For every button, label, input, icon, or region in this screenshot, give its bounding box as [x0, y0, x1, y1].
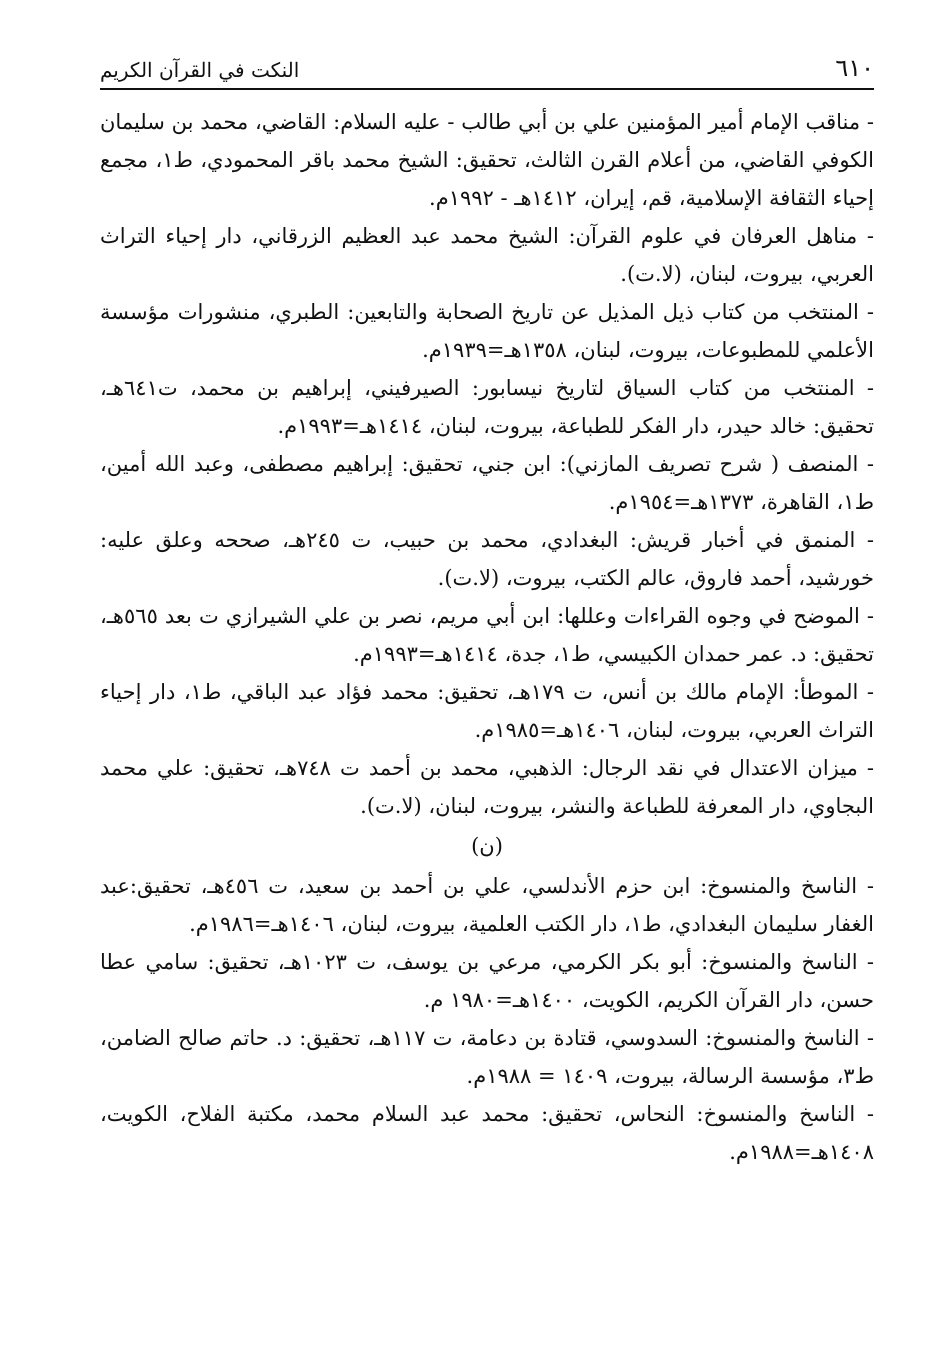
- header-rule: [100, 88, 874, 90]
- bibliography-entry: - ميزان الاعتدال في نقد الرجال: الذهبي، محمد بن أحمد ت ٧٤٨هـ، تحقيق: علي محمد البجاوي، دار المعرفة للطباعة والنشر، بيروت، لبنان، (لا.ت).: [100, 756, 874, 818]
- bibliography-entry: - الموطأ: الإمام مالك بن أنس، ت ١٧٩هـ، تحقيق: محمد فؤاد عبد الباقي، ط١، دار إحياء التراث العربي، بيروت، لبنان، ١٤٠٦هـ=١٩٨٥م.: [100, 680, 874, 742]
- bibliography-entry: - مناقب الإمام أمير المؤمنين علي بن أبي طالب - عليه السلام: القاضي، محمد بن سليمان الكوفي القاضي، من أعلام القرن الثالث، تحقيق: الشيخ محمد باقر المحمودي، ط١، مجمع إحياء الثقافة الإسلامية، قم، إيران، ١٤١٢هـ - ١٩٩٢م.: [100, 110, 875, 210]
- section-heading: (ن): [471, 834, 503, 858]
- page-header: [100, 52, 874, 86]
- page-number: ٦١٠: [835, 54, 874, 82]
- bibliography-entry: - الموضح في وجوه القراءات وعللها: ابن أبي مريم، نصر بن علي الشيرازي ت بعد ٥٦٥هـ، تحقيق: د. عمر حمدان الكبيسي، ط١، جدة، ١٤١٤هـ=١٩٩٣م.: [100, 604, 874, 666]
- bibliography-entry: - المنمق في أخبار قريش: البغدادي، محمد بن حبيب، ت ٢٤٥هـ، صححه وعلق عليه: خورشيد، أحمد فاروق، عالم الكتب، بيروت، (لا.ت).: [100, 528, 874, 590]
- bibliography-entry: - الناسخ والمنسوخ: أبو بكر الكرمي، مرعي بن يوسف، ت ١٠٢٣هـ، تحقيق: سامي عطا حسن، دار القرآن الكريم، الكويت، ١٤٠٠هـ=١٩٨٠ م.: [100, 950, 875, 1012]
- bibliography-entry: - الناسخ والمنسوخ: السدوسي، قتادة بن دعامة، ت ١١٧هـ، تحقيق: د. حاتم صالح الضامن، ط٣، مؤسسة الرسالة، بيروت، ١٤٠٩ = ١٩٨٨م.: [100, 1026, 874, 1088]
- bibliography-entry: - مناهل العرفان في علوم القرآن: الشيخ محمد عبد العظيم الزرقاني، دار إحياء التراث العربي، بيروت، لبنان، (لا.ت).: [100, 224, 874, 286]
- bibliography-list: [100, 103, 874, 1171]
- bibliography-entry: - الناسخ والمنسوخ: النحاس، تحقيق: محمد عبد السلام محمد، مكتبة الفلاح، الكويت، ١٤٠٨هـ=١٩٨٨م.: [100, 1102, 874, 1164]
- bibliography-entry: - الناسخ والمنسوخ: ابن حزم الأندلسي، علي بن أحمد بن سعيد، ت ٤٥٦هـ، تحقيق:عبد الغفار سليمان البغدادي، ط١، دار الكتب العلمية، بيروت، لبنان، ١٤٠٦هـ=١٩٨٦م.: [100, 874, 874, 936]
- bibliography-entry: - المنصف ( شرح تصريف المازني): ابن جني، تحقيق: إبراهيم مصطفى، وعبد الله أمين، ط١، القاهرة، ١٣٧٣هـ=١٩٥٤م.: [100, 452, 874, 514]
- running-title: النكت في القرآن الكريم: [100, 58, 300, 82]
- bibliography-entry: - المنتخب من كتاب السياق لتاريخ نيسابور: الصيرفيني، إبراهيم بن محمد، ت٦٤١هـ، تحقيق: خالد حيدر، دار الفكر للطباعة، بيروت، لبنان، ١٤١٤هـ=١٩٩٣م.: [100, 376, 874, 438]
- bibliography-entry: - المنتخب من كتاب ذيل المذيل عن تاريخ الصحابة والتابعين: الطبري، منشورات مؤسسة الأعلمي للمطبوعات، بيروت، لبنان، ١٣٥٨هـ=١٩٣٩م.: [100, 300, 874, 362]
